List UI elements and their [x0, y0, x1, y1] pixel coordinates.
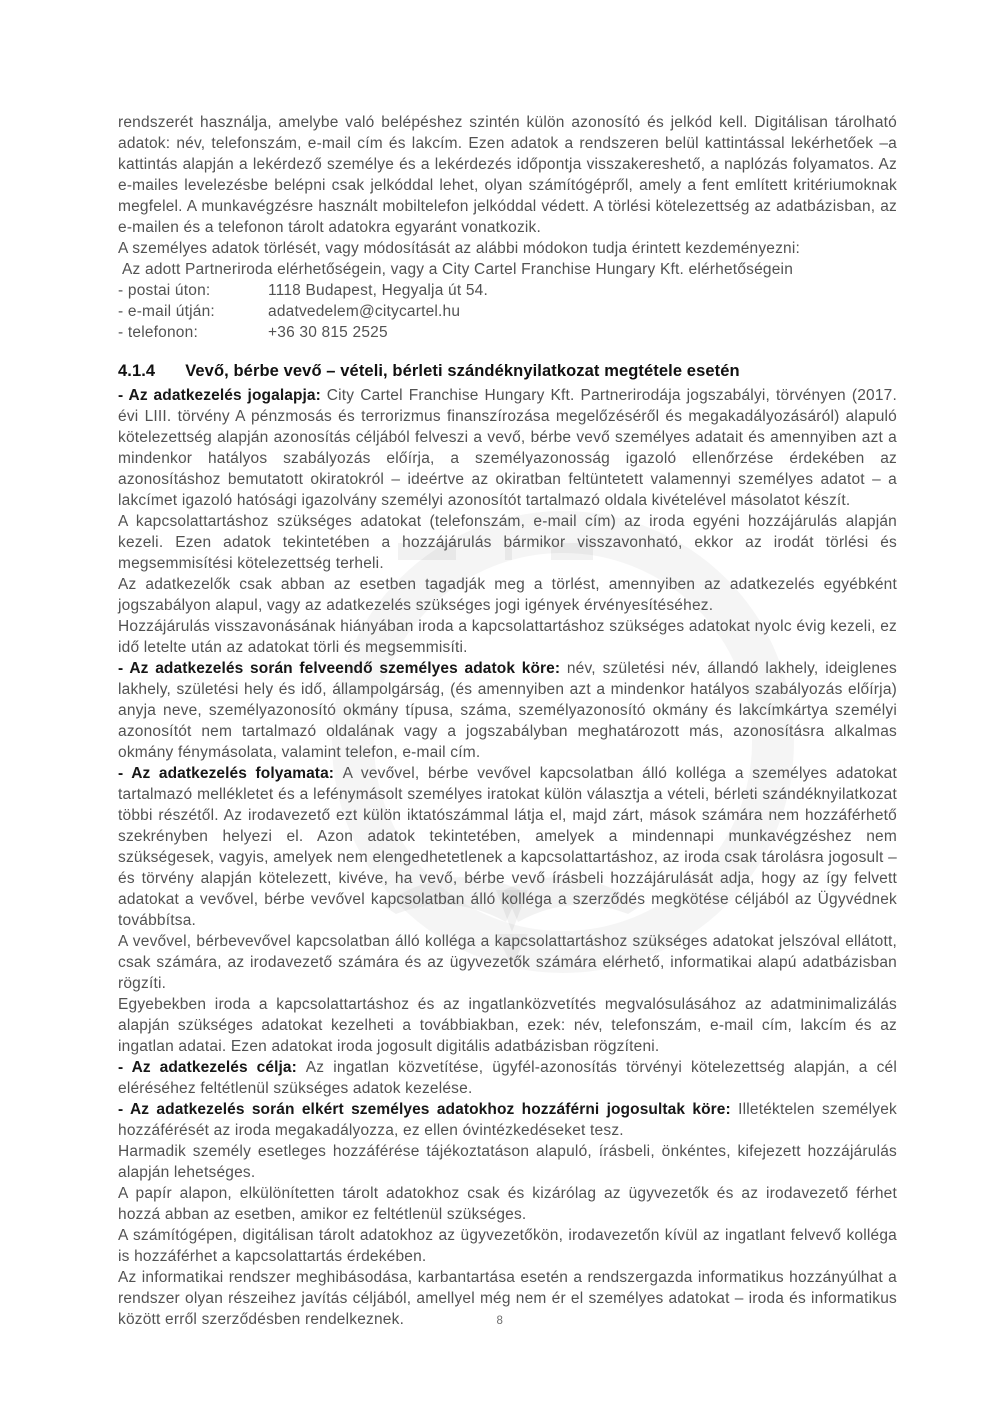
page-number: 8 [496, 1315, 504, 1327]
paragraph [118, 1099, 897, 1141]
paragraph [118, 616, 897, 658]
paragraph-lead-bold: - Az adatkezelés célja: [118, 1059, 306, 1076]
paragraph [118, 574, 897, 616]
contact-value: 1118 Budapest, Hegyalja út 54. [268, 282, 488, 299]
paragraph-text: név, születési név, állandó lakhely, ideiglenes lakhely, születési hely és idő, állampolgárság, (és amennyiben azt a mindenkor hatályos szabályozás előírja) anyja neve, személyazonosító okmány típusa, száma, személyazonosító okmány és lakcímkártya személyi azonosítót nem tartalmazó oldalának vagy a jogszabályban meghatározott más, azonosításra alkalmas okmány fénymásolata, valamint telefon, e-mail cím. [118, 660, 897, 761]
paragraph-text: Hozzájárulás visszavonásának hiányában iroda a kapcsolattartáshoz szükséges adatokat nyolc évig kezeli, ez idő letelte után az adatokat törli és megsemmisíti. [118, 618, 897, 656]
paragraph [118, 931, 897, 994]
contact-label: - telefonon: [118, 324, 198, 341]
contact-value: adatvedelem@citycartel.hu [268, 303, 461, 320]
paragraph-text: Harmadik személy esetleges hozzáférése tájékoztatáson alapuló, írásbeli, önkéntes, kifejezett hozzájárulás alapján lehetséges. [118, 1143, 897, 1181]
paragraph [118, 238, 897, 259]
paragraph-lead-bold: - Az adatkezelés során felveendő személyes adatok köre: [118, 660, 567, 677]
paragraph-text: rendszerét használja, amelybe való belépéshez szintén külön azonosító és jelkód kell. Digitálisan tárolható adatok: név, telefonszám, e-mail cím és lakcím. Ezen adatok a rendszeren belül kattintással lekérhetőek –a kattintás alapján a lekérdező személye és a lekérdezés időpontja visszakereshető, a naplózás folyamatos. Az e-mailes levelezésbe belépni csak jelkóddal lehet, olyan számítógépről, amely a fent említett kritériumoknak megfelel. A munkavégzésre használt mobiltelefon jelkóddal védett. A törlési kötelezettség az adatbázisban, az e-mailen és a telefonon tárolt adatokra egyaránt vonatkozik. [118, 114, 897, 236]
paragraph [118, 511, 897, 574]
paragraph [118, 385, 897, 511]
paragraph-text: City Cartel Franchise Hungary Kft. Partnerirodája jogszabályi, törvényen (2017. évi LIII. törvény A pénzmosás és terrorizmus finanszírozása megelőzéséről és megakadályozásáról) alapuló kötelezettség alapján azonosítás céljából felveszi a vevő, bérbe vevő személyes adatait és amennyiben azt a mindenkor hatályos szabályozás előírja, a személyazonosság igazoló ellenőrzése érdekében az azonosításhoz bemutatott okiratokról – ideértve az okiratban feltüntetett valamennyi személyes adatot – a lakcímet igazoló hatósági igazolvány személyi azonosítót tartalmazó oldala kivételével másolatot készít. [118, 387, 897, 509]
paragraph-text: Egyebekben iroda a kapcsolattartáshoz és az ingatlanközvetítés megvalósulásához az adatminimalizálás alapján szükséges adatokat kezelheti a továbbiakban, ezek: név, telefonszám, e-mail cím, lakcím és az ingatlan adatai. Ezen adatokat iroda jogosult digitális adatbázisban rögzíteni. [118, 996, 897, 1055]
contact-value: +36 30 815 2525 [268, 324, 388, 341]
paragraph-text: A számítógépen, digitálisan tárolt adatokhoz az ügyvezetőkön, irodavezetőn kívül az ingatlant felvevő kolléga is hozzáférhet a kapcsolattartás érdekében. [118, 1227, 897, 1265]
paragraph-lead-bold: - Az adatkezelés során elkért személyes adatokhoz hozzáférni jogosultak köre: [118, 1101, 739, 1118]
contact-row [118, 301, 897, 322]
paragraph [118, 259, 897, 280]
contact-label: - postai úton: [118, 282, 211, 299]
paragraph [118, 1141, 897, 1183]
section-heading [118, 360, 897, 382]
paragraph [118, 1183, 897, 1225]
paragraph [118, 658, 897, 763]
paragraph-lead-bold: - Az adatkezelés folyamata: [118, 765, 343, 782]
paragraph-text: Az adott Partneriroda elérhetőségein, vagy a City Cartel Franchise Hungary Kft. elérhetőségein [122, 261, 794, 278]
paragraph-text: A papír alapon, elkülönítetten tárolt adatokhoz csak és kizárólag az ügyvezetők és az irodavezető férhet hozzá abban az esetben, amikor ez feltétlenül szükséges. [118, 1185, 897, 1223]
paragraph-text: Az adatkezelők csak abban az esetben tagadják meg a törlést, amennyiben az adatkezelés egyébként jogszabályon alapul, vagy az adatkezelés szükséges jogi igények érvényesítéséhez. [118, 576, 897, 614]
paragraph [118, 112, 897, 238]
paragraph [118, 1057, 897, 1099]
paragraph-text: A vevővel, bérbe vevővel kapcsolatban álló kolléga a személyes adatokat tartalmazó mellékletet és a lefénymásolt személyes iratokat külön választja a vételi, bérleti szándéknyilatkozat többi részétől. Az irodavezető ezt külön iktatószámmal látja el, majd zárt, mások számára nem hozzáférhető szekrényben helyezi el. Azon adatok tekintetében, amelyek a mindennapi munkavégzéshez nem szükségesek, vagyis, amelyek nem elengedhetetlenek a kapcsolattartáshoz, az iroda csak tárolásra jogosult – és törvény alapján kötelezett, kivéve, ha vevő, bérbe vevő írásbeli hozzájárulását adja, hogy az így felvett adatokat a vevővel, bérbe vevővel kapcsolatban álló kolléga a szerződés megkötése céljából az Ügyvédnek továbbítsa. [118, 765, 898, 929]
paragraph-text: Illetéktelen személyek hozzáférését az iroda megakadályozza, ez ellen óvintézkedéseket tesz. [118, 1101, 897, 1139]
paragraph-text: A kapcsolattartáshoz szükséges adatokat (telefonszám, e-mail cím) az iroda egyéni hozzájárulás alapján kezeli. Ezen adatok tekintetében a hozzájárulás bármikor visszavonható, ekkor az irodát törlési és megsemmisítési kötelezettség terheli. [118, 513, 897, 572]
contact-label: - e-mail útján: [118, 303, 215, 320]
contact-row [118, 322, 897, 343]
paragraph-text: Az ingatlan közvetítése, ügyfél-azonosítás törvényi kötelezettség alapján, a cél eléréséhez feltétlenül szükséges adatok kezelése. [118, 1059, 897, 1097]
contact-row [118, 280, 897, 301]
paragraph-text: Az informatikai rendszer meghibásodása, karbantartása esetén a rendszergazda informatikus hozzányúlhat a rendszer olyan részeihez javítás céljából, amellyel még nem ér el személyes adatokat – iroda és informatikus között erről szerződésben rendelkeznek. [118, 1269, 897, 1328]
paragraph-lead-bold: - Az adatkezelés jogalapja: [118, 387, 327, 404]
paragraph [118, 763, 897, 931]
paragraph [118, 994, 897, 1057]
section-number: 4.1.4 [118, 362, 156, 380]
section-title: Vevő, bérbe vevő – vételi, bérleti szándéknyilatkozat megtétele esetén [185, 362, 740, 380]
document-content [118, 112, 897, 1330]
paragraph [118, 1225, 897, 1267]
paragraph-text: A vevővel, bérbevevővel kapcsolatban álló kolléga a kapcsolattartáshoz szükséges adatokat jelszóval ellátott, csak számára, az irodavezető számára és az ügyvezetők számára elérhető, informatikai alapú adatbázisban rögzíti. [118, 933, 897, 992]
paragraph-text: A személyes adatok törlését, vagy módosítását az alábbi módokon tudja érintett kezdeményezni: [118, 240, 801, 257]
